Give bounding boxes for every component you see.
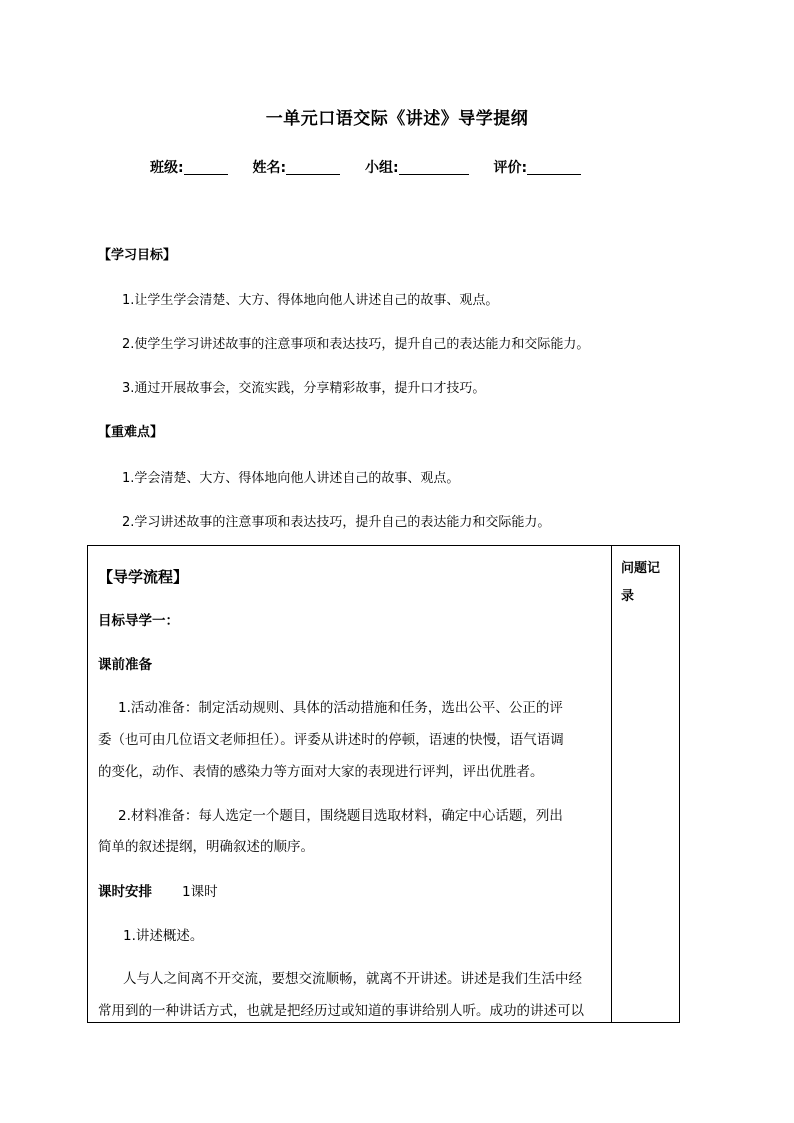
process-heading: 【导学流程】 (98, 568, 189, 586)
name-label: 姓名: (252, 160, 287, 176)
column-divider (611, 546, 612, 1022)
key-point-item: 2.学习讲述故事的注意事项和表达技巧，提升自己的表达能力和交际能力。 (122, 515, 551, 530)
objective-item: 1.让学生学会清楚、大方、得体地向他人讲述自己的故事、观点。 (122, 293, 499, 308)
group-field (365, 160, 469, 176)
prep2-line: 简单的叙述提纲，明确叙述的顺序。 (98, 839, 314, 855)
eval-blank (527, 159, 581, 175)
notes-label-line2: 录 (621, 589, 635, 604)
notes-label-line1: 问题记 (621, 561, 661, 576)
overview-heading: 1.讲述概述。 (123, 928, 204, 944)
key-point-item: 1.学会清楚、大方、得体地向他人讲述自己的故事、观点。 (122, 471, 460, 486)
name-field (252, 160, 340, 176)
class-field (150, 160, 228, 176)
para-line: 常用到的一种讲话方式，也就是把经历过或知道的事讲给别人听。成功的讲述可以 (98, 1003, 584, 1019)
objectives-heading: 【学习目标】 (98, 248, 177, 263)
class-label: 班级: (150, 160, 184, 176)
page-title: 一单元口语交际《讲述》导学提纲 (265, 109, 529, 129)
guide-table (87, 545, 680, 1023)
prep2-line: 2.材料准备：每人选定一个题目，围绕题目选取材料，确定中心话题，列出 (118, 808, 563, 824)
class-blank (184, 159, 228, 175)
prep1-line: 1.活动准备：制定活动规则、具体的活动措施和任务，选出公平、公正的评 (118, 700, 563, 716)
para-line: 人与人之间离不开交流，要想交流顺畅，就离不开讲述。讲述是我们生活中经 (123, 971, 582, 987)
eval-field (493, 160, 581, 176)
objective-item: 3.通过开展故事会，交流实践，分享精彩故事，提升口才技巧。 (122, 381, 486, 396)
prep-heading: 课前准备 (98, 657, 152, 673)
eval-label: 评价: (493, 160, 528, 176)
schedule-label: 课时安排 (98, 884, 152, 900)
prep1-line: 的变化，动作、表情的感染力等方面对大家的表现进行评判，评出优胜者。 (98, 764, 544, 780)
group-label: 小组: (364, 160, 399, 176)
schedule-value: 1课时 (182, 884, 218, 900)
objective-item: 2.使学生学习讲述故事的注意事项和表达技巧，提升自己的表达能力和交际能力。 (122, 337, 590, 352)
prep1-line: 委（也可由几位语文老师担任）。评委从讲述时的停顿，语速的快慢，语气语调 (98, 732, 564, 748)
name-blank (286, 159, 340, 175)
student-info-row (150, 157, 601, 177)
key-points-heading: 【重难点】 (98, 425, 164, 440)
group-blank (399, 159, 469, 175)
goal-heading: 目标导学一： (98, 613, 179, 629)
